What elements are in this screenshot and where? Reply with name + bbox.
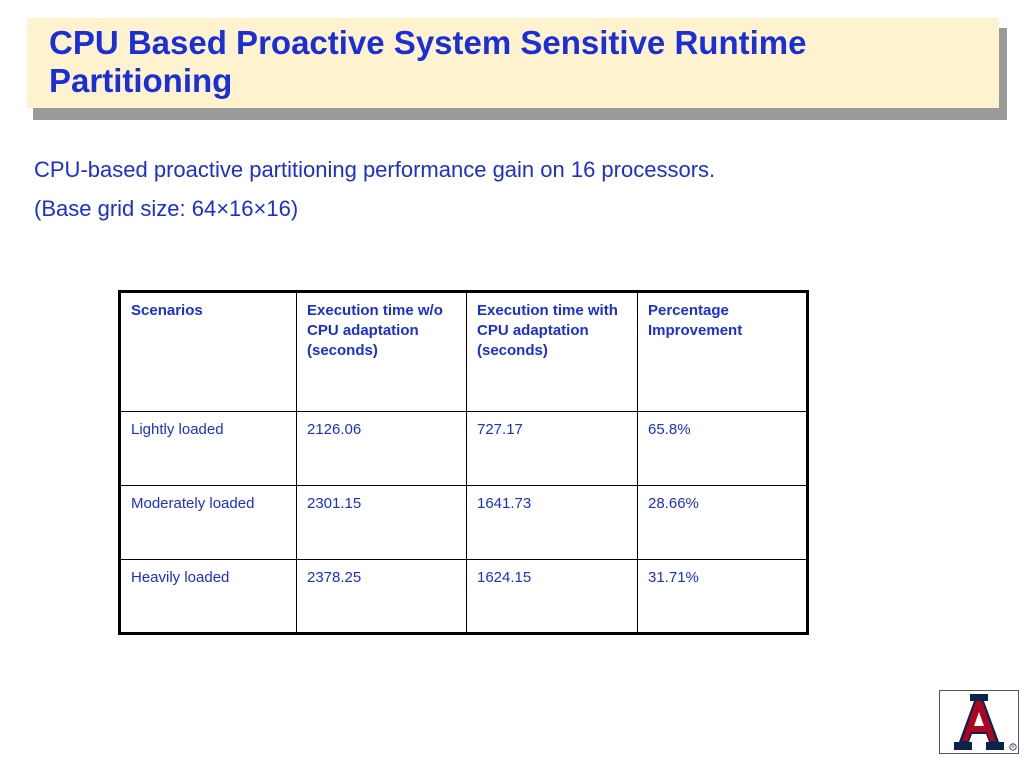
table-row xyxy=(120,412,808,486)
table-header-row xyxy=(120,292,808,412)
header-percentage-improvement: Percentage Improvement xyxy=(638,292,808,412)
subtitle-line-2: (Base grid size: 64×16×16) xyxy=(34,196,299,221)
cell-exec-time-without-cpu: 2378.25 xyxy=(297,560,467,634)
cell-exec-time-with-cpu: 1624.15 xyxy=(467,560,638,634)
cell-scenario: Lightly loaded xyxy=(120,412,297,486)
cell-percentage-improvement: 65.8% xyxy=(638,412,808,486)
table-row xyxy=(120,560,808,634)
header-exec-time-with-cpu: Execution time with CPU adaptation (seconds) xyxy=(467,292,638,412)
header-scenarios: Scenarios xyxy=(120,292,297,412)
cell-scenario: Heavily loaded xyxy=(120,560,297,634)
table-row xyxy=(120,486,808,560)
cell-exec-time-with-cpu: 727.17 xyxy=(467,412,638,486)
cell-exec-time-without-cpu: 2301.15 xyxy=(297,486,467,560)
cell-exec-time-with-cpu: 1641.73 xyxy=(467,486,638,560)
cell-percentage-improvement: 28.66% xyxy=(638,486,808,560)
university-of-arizona-logo-icon xyxy=(939,690,1019,754)
performance-table xyxy=(118,290,809,635)
title-banner xyxy=(27,18,999,108)
slide-title: CPU Based Proactive System Sensitive Runtime Partitioning xyxy=(49,24,807,99)
subtitle-line-1: CPU-based proactive partitioning performance gain on 16 processors. xyxy=(34,157,716,182)
svg-text:R: R xyxy=(1011,744,1015,750)
header-exec-time-without-cpu: Execution time w/o CPU adaptation (seconds) xyxy=(297,292,467,412)
cell-percentage-improvement: 31.71% xyxy=(638,560,808,634)
cell-exec-time-without-cpu: 2126.06 xyxy=(297,412,467,486)
cell-scenario: Moderately loaded xyxy=(120,486,297,560)
